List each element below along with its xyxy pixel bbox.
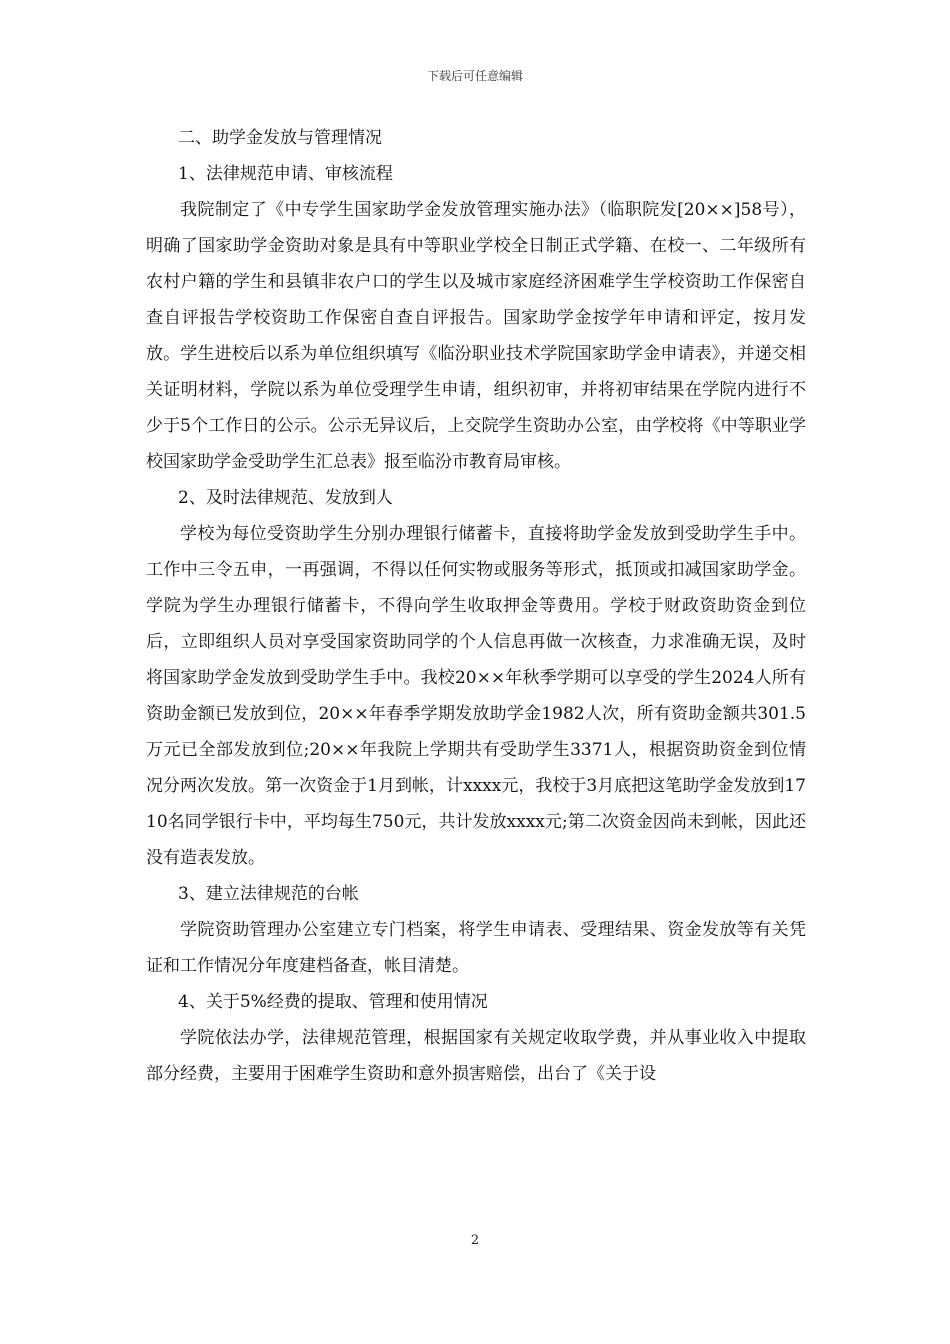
paragraph-1: 我院制定了《中专学生国家助学金发放管理实施办法》（临职院发[20××]58号），明确了国家助学金资助对象是具有中等职业学校全日制正式学籍、在校一、二年级所有农村户籍的学生和县镇非农户口的学生以及城市家庭经济困难学生学校资助工作保密自查自评报告学校资助工作保密自查自评报告。国家助学金按学年申请和评定，按月发放。学生进校后以系为单位组织填写《临汾职业技术学院国家助学金申请表》，并递交相关证明材料，学院以系为单位受理学生申请，组织初审，并将初审结果在学院内进行不少于5个工作日的公示。公示无异议后，上交院学生资助办公室，由学校将《中等职业学校国家助学金受助学生汇总表》报至临汾市教育局审核。: [146, 200, 806, 472]
subsection-title-1: 1、法律规范申请、审核流程: [178, 164, 393, 184]
page-header: 下载后可任意编辑: [426, 69, 523, 83]
subsection-title-3: 3、建立法律规范的台帐: [178, 884, 359, 904]
paragraph-4: 学院依法办学，法律规范管理，根据国家有关规定收取学费，并从事业收入中提取部分经费，主要用于困难学生资助和意外损害赔偿，出台了《关于设: [146, 1028, 806, 1084]
subsection-title-4: 4、关于5%经费的提取、管理和使用情况: [178, 992, 488, 1012]
subsection-title-2: 2、及时法律规范、发放到人: [178, 488, 393, 508]
paragraph-3: 学院资助管理办公室建立专门档案，将学生申请表、受理结果、资金发放等有关凭证和工作情况分年度建档备查，帐目清楚。: [146, 920, 806, 976]
section-title: 二、助学金发放与管理情况: [178, 128, 382, 148]
paragraph-2: 学校为每位受资助学生分别办理银行储蓄卡，直接将助学金发放到受助学生手中。工作中三令五申，一再强调，不得以任何实物或服务等形式，抵顶或扣减国家助学金。学院为学生办理银行储蓄卡，不得向学生收取押金等费用。学校于财政资助资金到位后，立即组织人员对享受国家资助同学的个人信息再做一次核查，力求准确无误，及时将国家助学金发放到受助学生手中。我校20××年秋季学期可以享受的学生2024人所有资助金额已发放到位，20××年春季学期发放助学金1982人次，所有资助金额共301.5万元已全部发放到位;20××年我院上学期共有受助学生3371人，根据资助资金到位情况分两次发放。第一次资金于1月到帐，计xxxx元，我校于3月底把这笔助学金发放到1710名同学银行卡中，平均每生750元，共计发放xxxx元;第二次资金因尚未到帐，因此还没有造表发放。: [146, 524, 806, 868]
page-number: 2: [470, 1233, 480, 1248]
document-body: [146, 120, 806, 1092]
